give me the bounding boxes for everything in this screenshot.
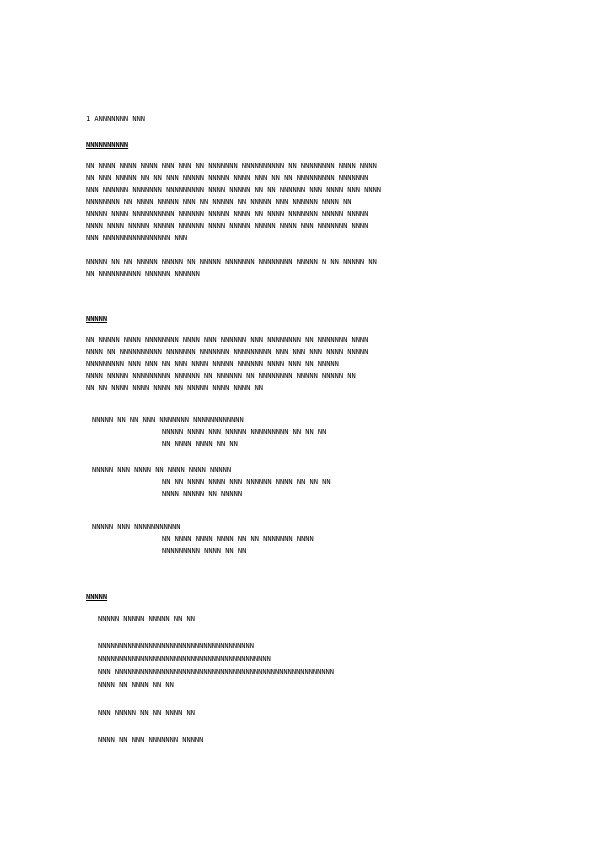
paragraph-line: NN NNNN NNNN NNNN NNN NNN NN NNNNNNN NNNNNNNNNN NN NNNNNNNN NNNN NNNN	[86, 162, 377, 170]
page-header: 1 ANNNNNNN NNN	[86, 115, 146, 123]
definition-desc: NN NN NNNN NNNN NNN NNNNNN NNNN NN NN NN	[162, 478, 331, 486]
section-line: NNNN NN NNN NNNNNNN NNNNN	[98, 736, 204, 744]
definition-desc: NN NNNN NNNN NNNN NN NN NNNNNNN NNNN	[162, 535, 314, 543]
paragraph-line: NN NNN NNNNN NN NN NNN NNNNN NNNNN NNNN NNN NN NN NNNNNNNNN NNNNNNN	[86, 174, 369, 182]
section-line: NNN NNNNNNNNNNNNNNNNNNNNNNNNNNNNNNNNNNNNNNNNNNNNNNNNNNNN	[98, 668, 335, 676]
definition-item	[92, 414, 326, 450]
paragraph-line: NN NNNNNNNNNN NNNNNN NNNNNN	[86, 270, 200, 278]
definition-desc: NNNN NNNNN NN NNNNN	[162, 490, 243, 498]
definition-desc: NNNNNNNNN NNNN NN NN	[162, 547, 247, 555]
paragraph-line: NNN NNNNNN NNNNNNN NNNNNNNNN NNNN NNNNN NN NN NNNNNN NNN NNNN NNN NNNN	[86, 186, 382, 194]
paragraph-line: NNNNN NN NN NNNNN NNNNN NN NNNNN NNNNNNN NNNNNNNN NNNNN N NN NNNNN NN	[86, 258, 377, 266]
section-paragraph	[86, 160, 381, 244]
section-heading: NNNNNNNNNN	[86, 141, 129, 149]
definition-desc: NNNNN NNNN NNN NNNNN NNNNNNNNN NN NN NN	[162, 428, 327, 436]
paragraph-line: NNNN NN NNNNNNNNNN NNNNNNN NNNNNNN NNNNNNNNN NNN NNN NNN NNNN NNNNN	[86, 348, 369, 356]
definition-term: NNNNN NNN NNNNNNNNNNN	[92, 523, 181, 531]
definition-item	[92, 521, 314, 557]
definition-term: NNNNN NNN NNNN NN NNNN NNNN NNNNN	[92, 466, 232, 474]
paragraph-line: NNNN NNNNN NNNNNNNNN NNNNNN NN NNNNNN NN NNNNNNNN NNNNN NNNNN NN	[86, 372, 356, 380]
section-line: NNNNNNNNNNNNNNNNNNNNNNNNNNNNNNNNNNNNN	[98, 642, 254, 650]
section-paragraph	[86, 334, 368, 394]
definition-term: NNNNN NN NN NNN NNNNNNN NNNNNNNNNNNN	[92, 416, 244, 424]
section-line: NNNNN NNNNN NNNNN NN NN	[98, 615, 195, 623]
paragraph-line: NN NN NNNN NNNN NNNN NN NNNNN NNNN NNNN NN	[86, 384, 264, 392]
paragraph-line: NNN NNNNNNNNNNNNNNNN NNN	[86, 234, 188, 242]
section-paragraph	[86, 256, 377, 280]
section-heading: NNNNN	[86, 315, 108, 323]
paragraph-line: NNNNNNNN NN NNNN NNNNN NNN NN NNNNN NN NNNNN NNN NNNNNN NNNN NN	[86, 198, 352, 206]
section-line: NNN NNNNN NN NN NNNN NN	[98, 709, 195, 717]
paragraph-line: NNNNNNNNN NNN NNN NN NNN NNNN NNNNN NNNNNN NNNN NNN NN NNNNN	[86, 360, 339, 368]
paragraph-line: NNNN NNNN NNNNN NNNNN NNNNNN NNNN NNNNN NNNNN NNNN NNN NNNNNNN NNNN	[86, 222, 369, 230]
section-line: NNNNNNNNNNNNNNNNNNNNNNNNNNNNNNNNNNNNNNNNN	[98, 655, 271, 663]
definition-desc: NN NNNN NNNN NN NN	[162, 440, 238, 448]
paragraph-line: NN NNNNN NNNN NNNNNNNN NNNN NNN NNNNNN NNN NNNNNNNN NN NNNNNNN NNNN	[86, 336, 369, 344]
paragraph-line: NNNNN NNNN NNNNNNNNNN NNNNNN NNNNN NNNN NN NNNN NNNNNNN NNNNN NNNNN	[86, 210, 369, 218]
section-line: NNNN NN NNNN NN NN	[98, 681, 174, 689]
definition-item	[92, 464, 331, 500]
section-heading: NNNNN	[86, 593, 108, 601]
